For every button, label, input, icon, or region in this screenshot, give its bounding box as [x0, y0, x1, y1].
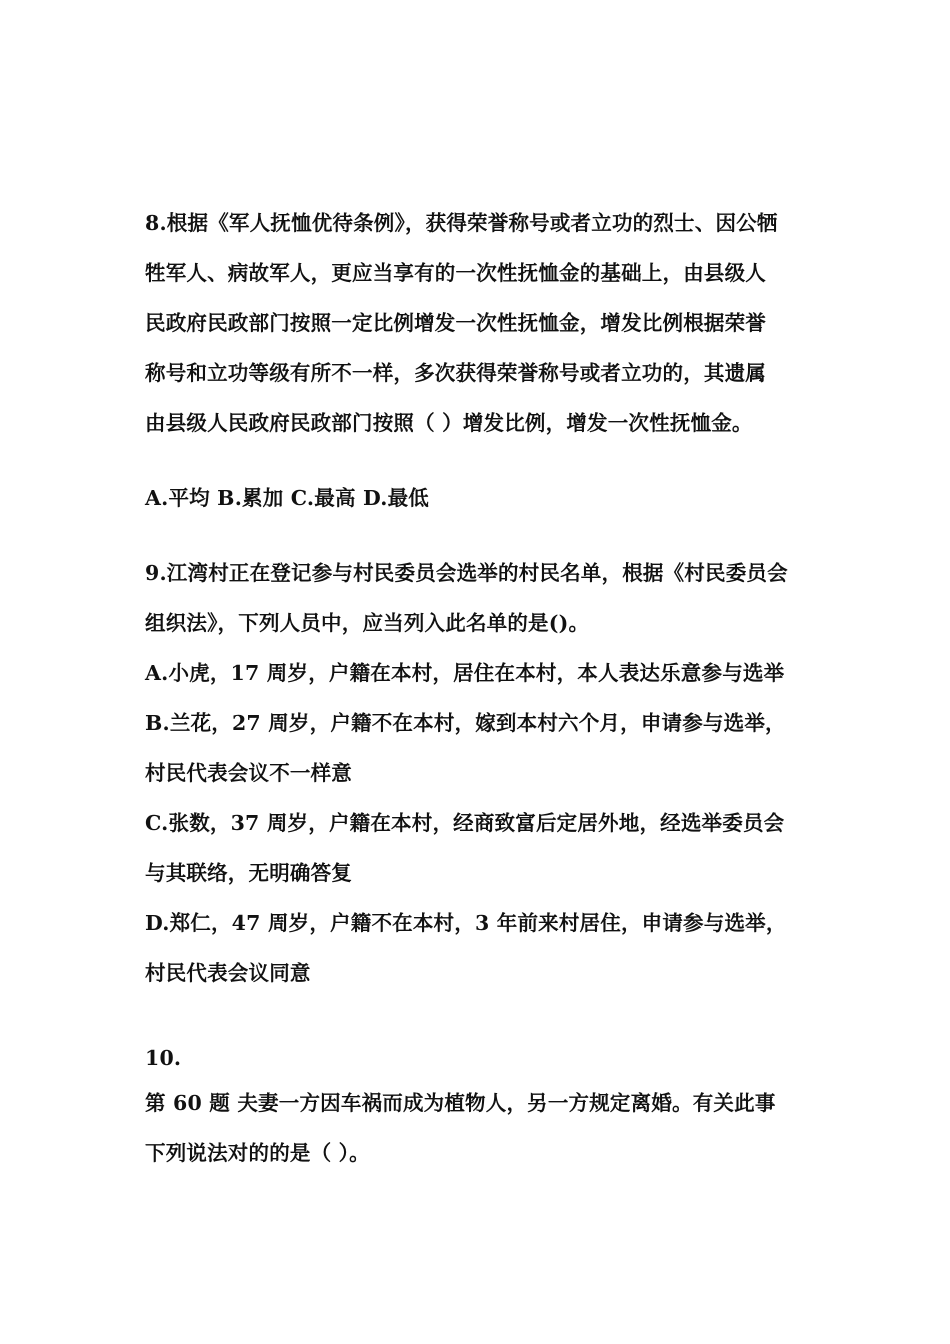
q10-stem-line-1: 第 60 题 夫妻一方因车祸而成为植物人，另一方规定离婚。有关此事 — [145, 1091, 776, 1115]
q8-stem-line-2: 牲军人、病故军人，更应当享有的一次性抚恤金的基础上，由县级人 — [145, 261, 766, 285]
q9-option-c-line-2: 与其联络，无明确答复 — [145, 861, 352, 885]
question-8-options — [145, 473, 810, 523]
question-8 — [145, 198, 810, 448]
q9-option-d-line-2: 村民代表会议同意 — [145, 961, 311, 985]
q9-option-d-line-1: D.郑仁，47 周岁，户籍不在本村，3 年前来村居住，申请参与选举， — [145, 911, 787, 935]
q8-stem-line-1: 8.根据《军人抚恤优待条例》，获得荣誉称号或者立功的烈士、因公牺 — [145, 211, 778, 235]
q8-stem-line-3: 民政府民政部门按照一定比例增发一次性抚恤金，增发比例根据荣誉 — [145, 311, 766, 335]
q9-stem-line-2: 组织法》，下列人员中，应当列入此名单的是()。 — [145, 611, 590, 635]
q9-option-a: A.小虎，17 周岁，户籍在本村，居住在本村，本人表达乐意参与选举 — [145, 661, 785, 685]
q9-option-b-line-1: B.兰花，27 周岁，户籍不在本村，嫁到本村六个月，申请参与选举， — [145, 711, 786, 735]
q9-option-c-line-1: C.张数，37 周岁，户籍在本村，经商致富后定居外地，经选举委员会 — [145, 811, 785, 835]
q8-stem-line-4: 称号和立功等级有所不一样，多次获得荣誉称号或者立功的，其遗属 — [145, 361, 766, 385]
question-10 — [145, 1038, 810, 1178]
q8-stem-line-5: 由县级人民政府民政部门按照（ ）增发比例，增发一次性抚恤金。 — [145, 411, 753, 435]
q8-options: A.平均 B.累加 C.最高 D.最低 — [145, 486, 429, 510]
q10-stem-line-2: 下列说法对的的是（ ）。 — [145, 1141, 370, 1165]
q9-stem-line-1: 9.江湾村正在登记参与村民委员会选举的村民名单，根据《村民委员会 — [145, 561, 788, 585]
q9-option-b-line-2: 村民代表会议不一样意 — [145, 761, 352, 785]
question-9 — [145, 548, 810, 998]
q10-number: 10. — [145, 1046, 182, 1070]
